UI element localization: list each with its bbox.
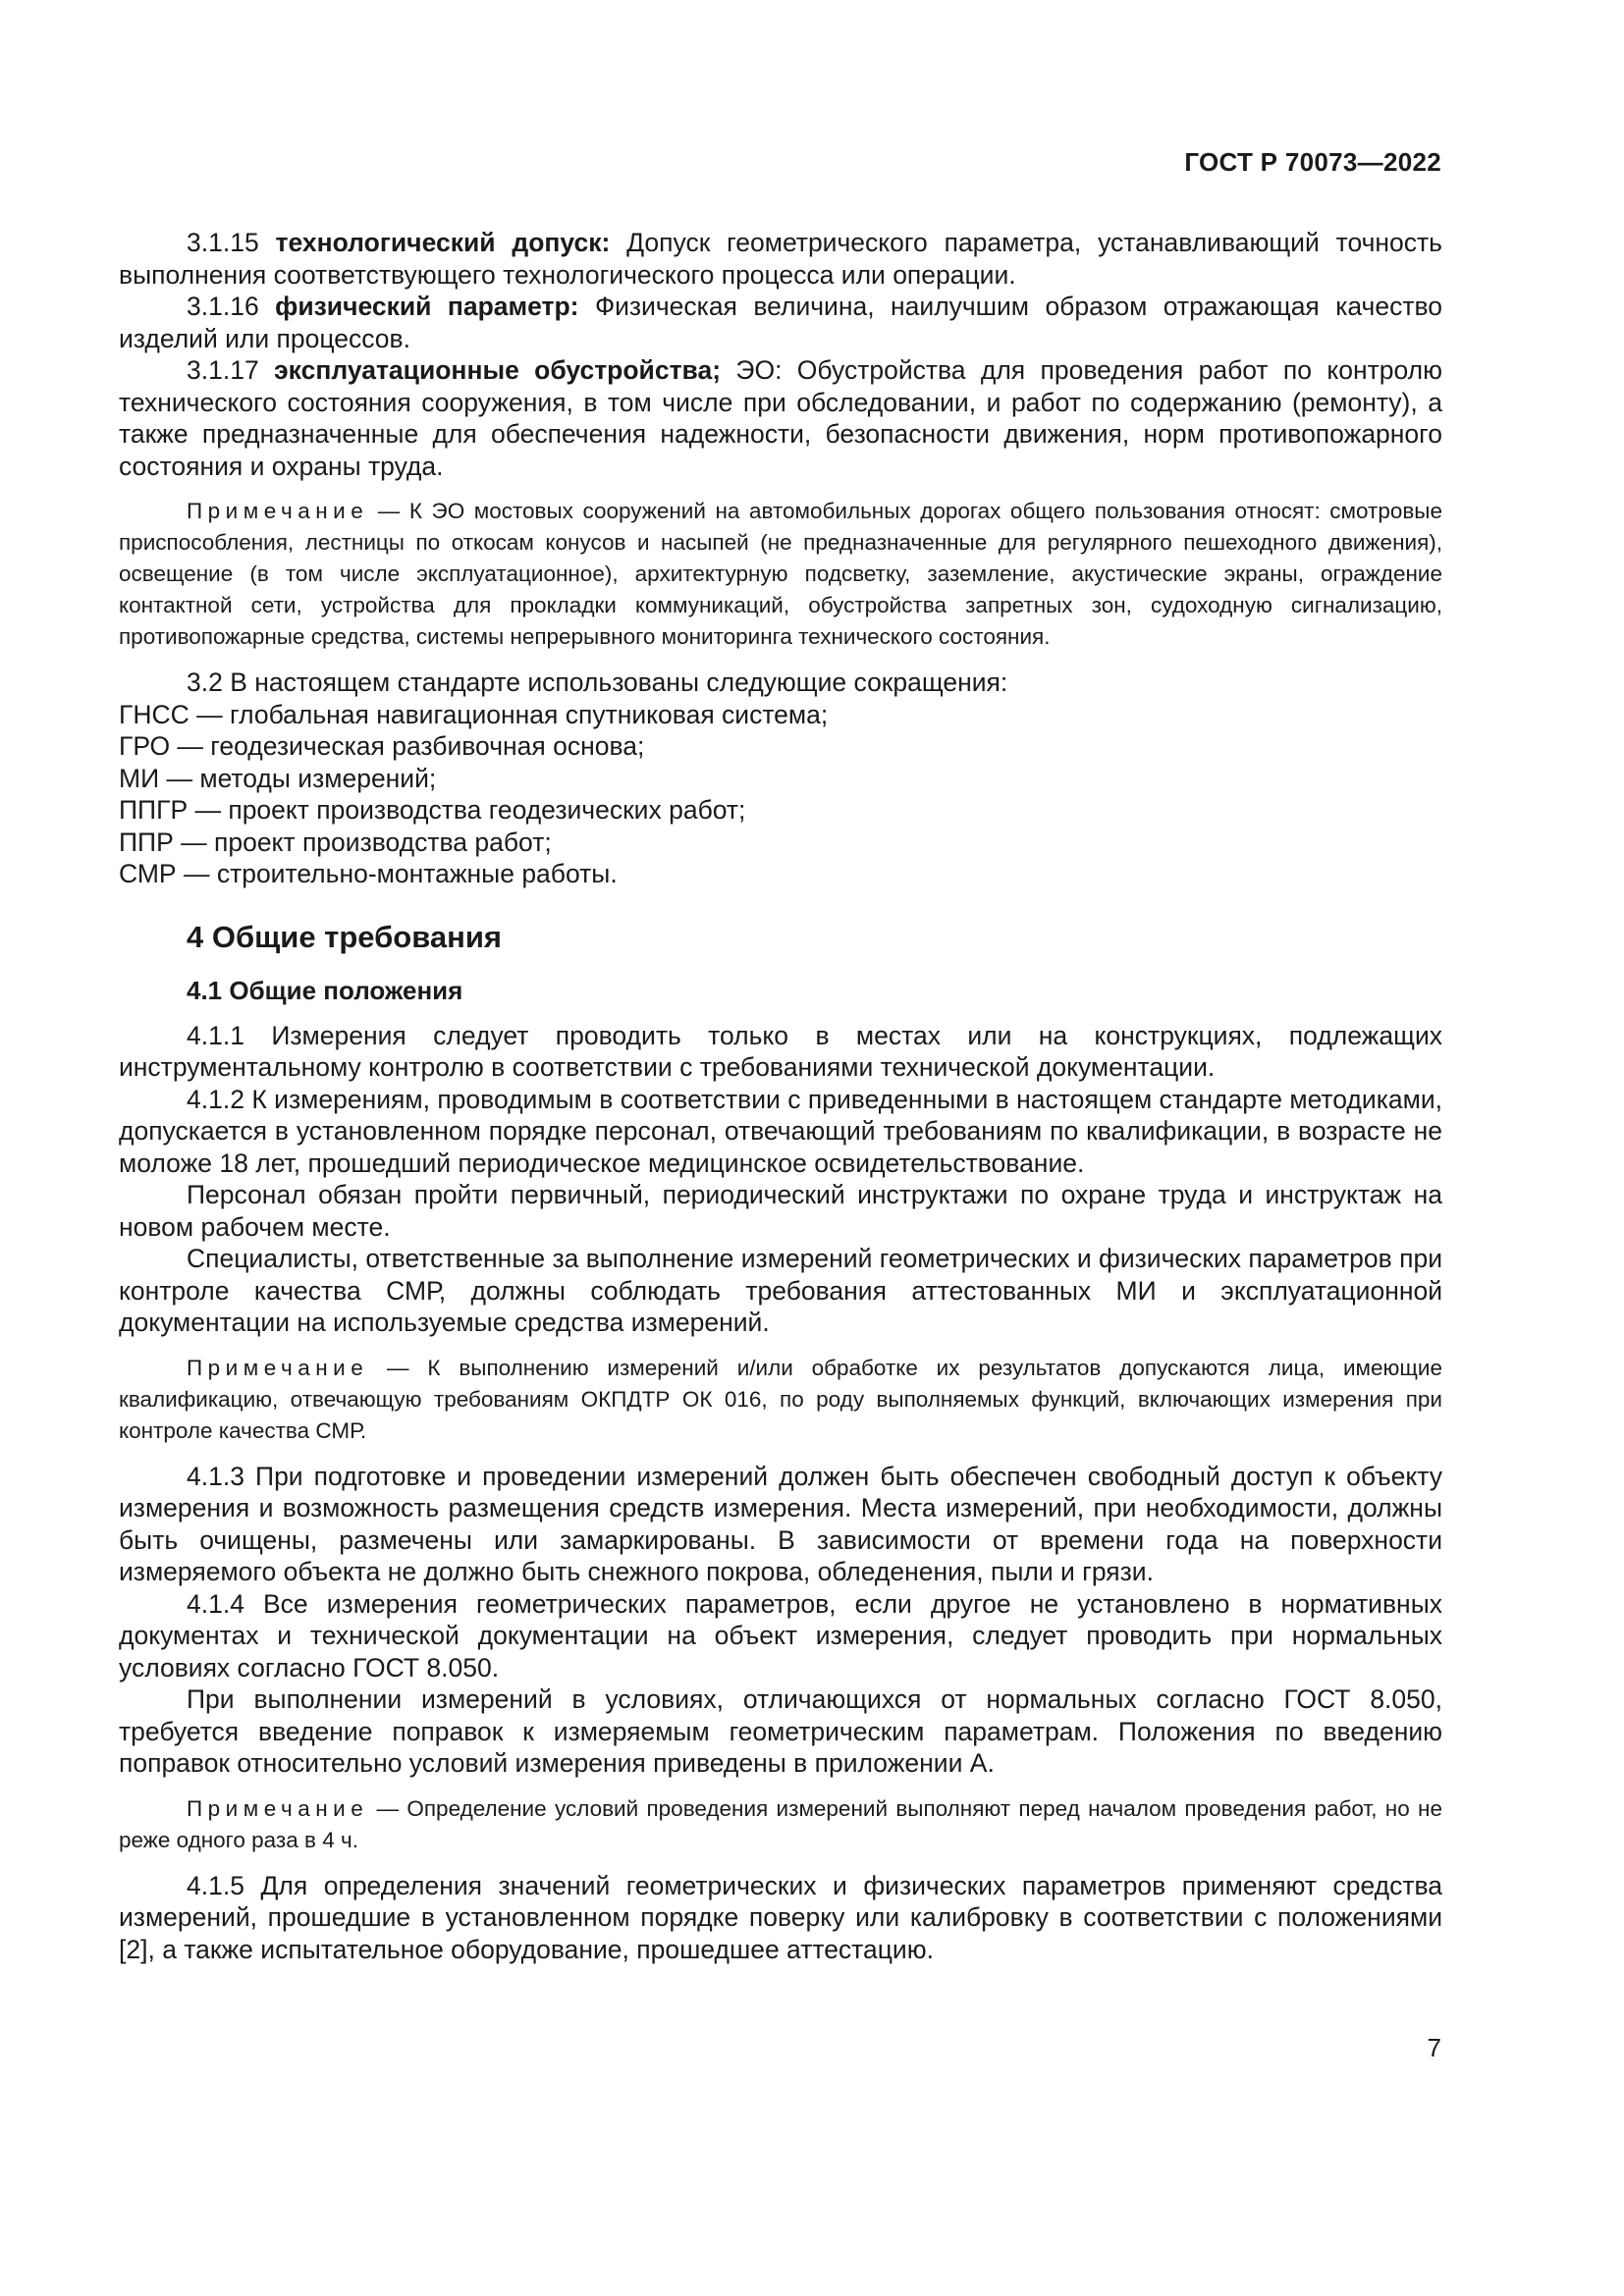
section-title: 4 Общие требования (187, 919, 502, 954)
term-name: физический параметр: (275, 292, 579, 321)
list-item: ГНСС — глобальная навигационная спутниковая система; (119, 699, 829, 729)
term-number: 3.1.17 (187, 355, 259, 385)
paragraph-personnel: Персонал обязан пройти первичный, периодический инструктажи по охране труда и инструктаж на новом рабочем месте. (119, 1180, 1442, 1242)
term-3-1-17 (119, 354, 1442, 482)
term-3-1-15 (119, 227, 1442, 291)
term-definition: Допуск геометрического параметра, устанавливающий точность выполнения соответствующего технологического процесса или операции. (119, 228, 1442, 290)
list-item: ППГР — проект производства геодезических работ; (119, 795, 746, 825)
paragraph-4-1-2: 4.1.2 К измерениям, проводимым в соответствии с приведенными в настоящем стандарте методиками, допускается в установленном порядке персонал, отвечающий требованиям по квалификации, в возрасте не моложе 18 лет, прошедший периодическое медицинское освидетельствование. (119, 1084, 1442, 1178)
note-text: — К ЭО мостовых сооружений на автомобильных дорогах общего пользования относят: смотровые приспособления, лестницы по откосам конусов и насыпей (не предназначенные для регулярного пешеходного движения), освещение (в том числе эксплуатационное), архитектурную подсветку, заземление, акустические экраны, ограждение контактной сети, устройства для прокладки коммуникаций, обустройства запретных зон, судоходную сигнализацию, противопожарные средства, системы непрерывного мониторинга технического состояния. (119, 499, 1442, 649)
note-eo (119, 496, 1442, 653)
list-item: ГРО — геодезическая разбивочная основа; (119, 731, 645, 761)
note-qualification (119, 1353, 1442, 1447)
note-label: Примечание (187, 499, 369, 523)
term-name: эксплуатационные обустройства; (274, 355, 722, 385)
subsection-title: 4.1 Общие положения (187, 975, 463, 1005)
list-item: ППР — проект производства работ; (119, 827, 552, 857)
term-number: 3.1.16 (187, 292, 259, 321)
note-text: — Определение условий проведения измерений выполняют перед началом проведения работ, но не реже одного раза в 4 ч. (119, 1795, 1442, 1852)
standard-id: ГОСТ Р 70073—2022 (1184, 147, 1441, 177)
term-3-1-16 (119, 291, 1442, 354)
term-number: 3.1.15 (187, 228, 259, 257)
paragraph-4-1-3: 4.1.3 При подготовке и проведении измерений должен быть обеспечен свободный доступ к объекту измерения и возможность размещения средств измерения. Места измерений, при необходимости, должны быть очищены, размечены или замаркированы. В зависимости от времени года на поверхности измеряемого объекта не должно быть снежного покрова, обледенения, пыли и грязи. (119, 1461, 1442, 1586)
paragraph-4-1-4: 4.1.4 Все измерения геометрических параметров, если другое не установлено в нормативных документах и технической документации на объект измерения, следует проводить при нормальных условиях согласно ГОСТ 8.050. (119, 1588, 1442, 1682)
term-definition: ЭО: Обустройства для проведения работ по контролю технического состояния сооружения, в том числе при обследовании, и работ по содержанию (ремонту), а также предназначенные для обеспечения надежности, безопасности движения, норм противопожарного состояния и охраны труда. (119, 355, 1442, 481)
list-item: МИ — методы измерений; (119, 763, 437, 793)
list-item: СМР — строительно-монтажные работы. (119, 859, 618, 888)
paragraph-4-1-5: 4.1.5 Для определения значений геометрических и физических параметров применяют средства измерений, прошедшие в установленном порядке поверку или калибровку в соответствии с положениями [2], а также испытательное оборудование, прошедшее аттестацию. (119, 1870, 1442, 1964)
note-label: Примечание (187, 1355, 369, 1380)
term-name: технологический допуск: (275, 228, 611, 257)
note-conditions (119, 1793, 1442, 1856)
term-definition: Физическая величина, наилучшим образом отражающая качество изделий или процессов. (119, 292, 1442, 353)
abbreviations-list (119, 699, 1442, 890)
note-label: Примечание (187, 1795, 369, 1821)
page-number: 7 (1427, 2033, 1441, 2062)
document-body (119, 227, 1442, 1965)
note-text: — К выполнению измерений и/или обработке их результатов допускаются лица, имеющие квалификацию, отвечающую требованиям ОКПДТР ОК 016, по роду выполняемых функций, включающих измерения при контроле качества СМР. (119, 1355, 1442, 1443)
abbreviations-intro: 3.2 В настоящем стандарте использованы следующие сокращения: (187, 667, 1008, 697)
paragraph-specialists: Специалисты, ответственные за выполнение измерений геометрических и физических параметров при контроле качества СМР, должны соблюдать требования аттестованных МИ и эксплуатационной документации на используемые средства измерений. (119, 1244, 1442, 1337)
paragraph-corrections: При выполнении измерений в условиях, отличающихся от нормальных согласно ГОСТ 8.050, требуется введение поправок к измеряемым геометрическим параметрам. Положения по введению поправок относительно условий измерения приведены в приложении А. (119, 1684, 1442, 1778)
paragraph-4-1-1: 4.1.1 Измерения следует проводить только в местах или на конструкциях, подлежащих инструментальному контролю в соответствии с требованиями технической документации. (119, 1020, 1442, 1082)
